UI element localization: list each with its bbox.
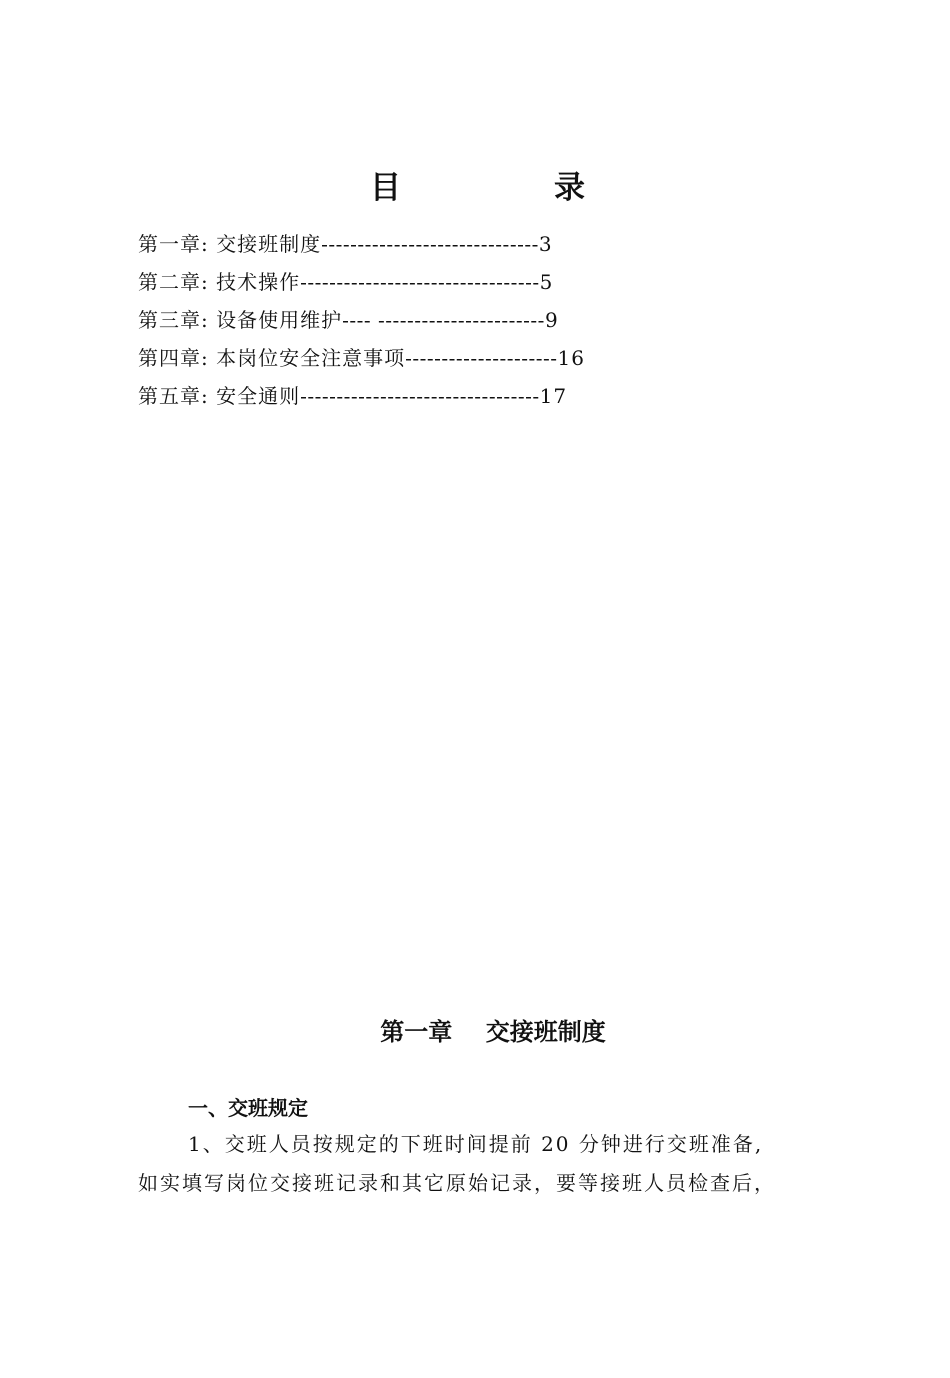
paragraph-line-2: 如实填写岗位交接班记录和其它原始记录，要等接班人员检查后， bbox=[138, 1171, 776, 1195]
toc-leader: ---- ----------------------- bbox=[342, 308, 545, 332]
toc-chapter-name: 安全通则 bbox=[216, 384, 301, 408]
toc-title-left: 目 bbox=[370, 170, 401, 206]
toc-chapter-name: 设备使用维护 bbox=[216, 308, 343, 332]
toc-entry-3[interactable] bbox=[138, 301, 838, 339]
toc-chapter-number: 第三章: bbox=[138, 308, 209, 332]
toc-entry-2[interactable] bbox=[138, 263, 838, 301]
toc-chapter-number: 第五章: bbox=[138, 384, 209, 408]
toc-title bbox=[0, 166, 950, 210]
chapter-heading: 第一章 交接班制度 bbox=[380, 1018, 606, 1046]
toc-entry-5[interactable] bbox=[138, 377, 838, 415]
toc-leader: --------------------------------- bbox=[300, 270, 540, 294]
toc-chapter-name: 本岗位安全注意事项 bbox=[216, 346, 406, 370]
toc-chapter-number: 第二章: bbox=[138, 270, 209, 294]
toc-page-number: 16 bbox=[557, 346, 585, 370]
toc-page-number: 9 bbox=[544, 308, 559, 332]
toc-leader: --------------------------------- bbox=[300, 384, 540, 408]
section-heading: 一、交班规定 bbox=[188, 1096, 308, 1120]
paragraph-line-1: 1、交班人员按规定的下班时间提前 20 分钟进行交班准备, bbox=[188, 1132, 764, 1156]
toc-page-number: 17 bbox=[539, 384, 568, 408]
toc-page-number: 3 bbox=[538, 232, 553, 256]
toc-chapter-name: 交接班制度 bbox=[216, 232, 322, 256]
toc-entry-4[interactable] bbox=[138, 339, 838, 377]
toc-list bbox=[138, 225, 838, 415]
toc-title-right: 录 bbox=[554, 170, 585, 206]
toc-chapter-number: 第一章: bbox=[138, 232, 209, 256]
toc-entry-1[interactable] bbox=[138, 225, 838, 263]
toc-chapter-name: 技术操作 bbox=[216, 270, 301, 294]
toc-chapter-number: 第四章: bbox=[138, 346, 209, 370]
toc-page-number: 5 bbox=[539, 270, 554, 294]
toc-leader: ------------------------------ bbox=[321, 232, 539, 256]
toc-leader: --------------------- bbox=[405, 346, 558, 370]
